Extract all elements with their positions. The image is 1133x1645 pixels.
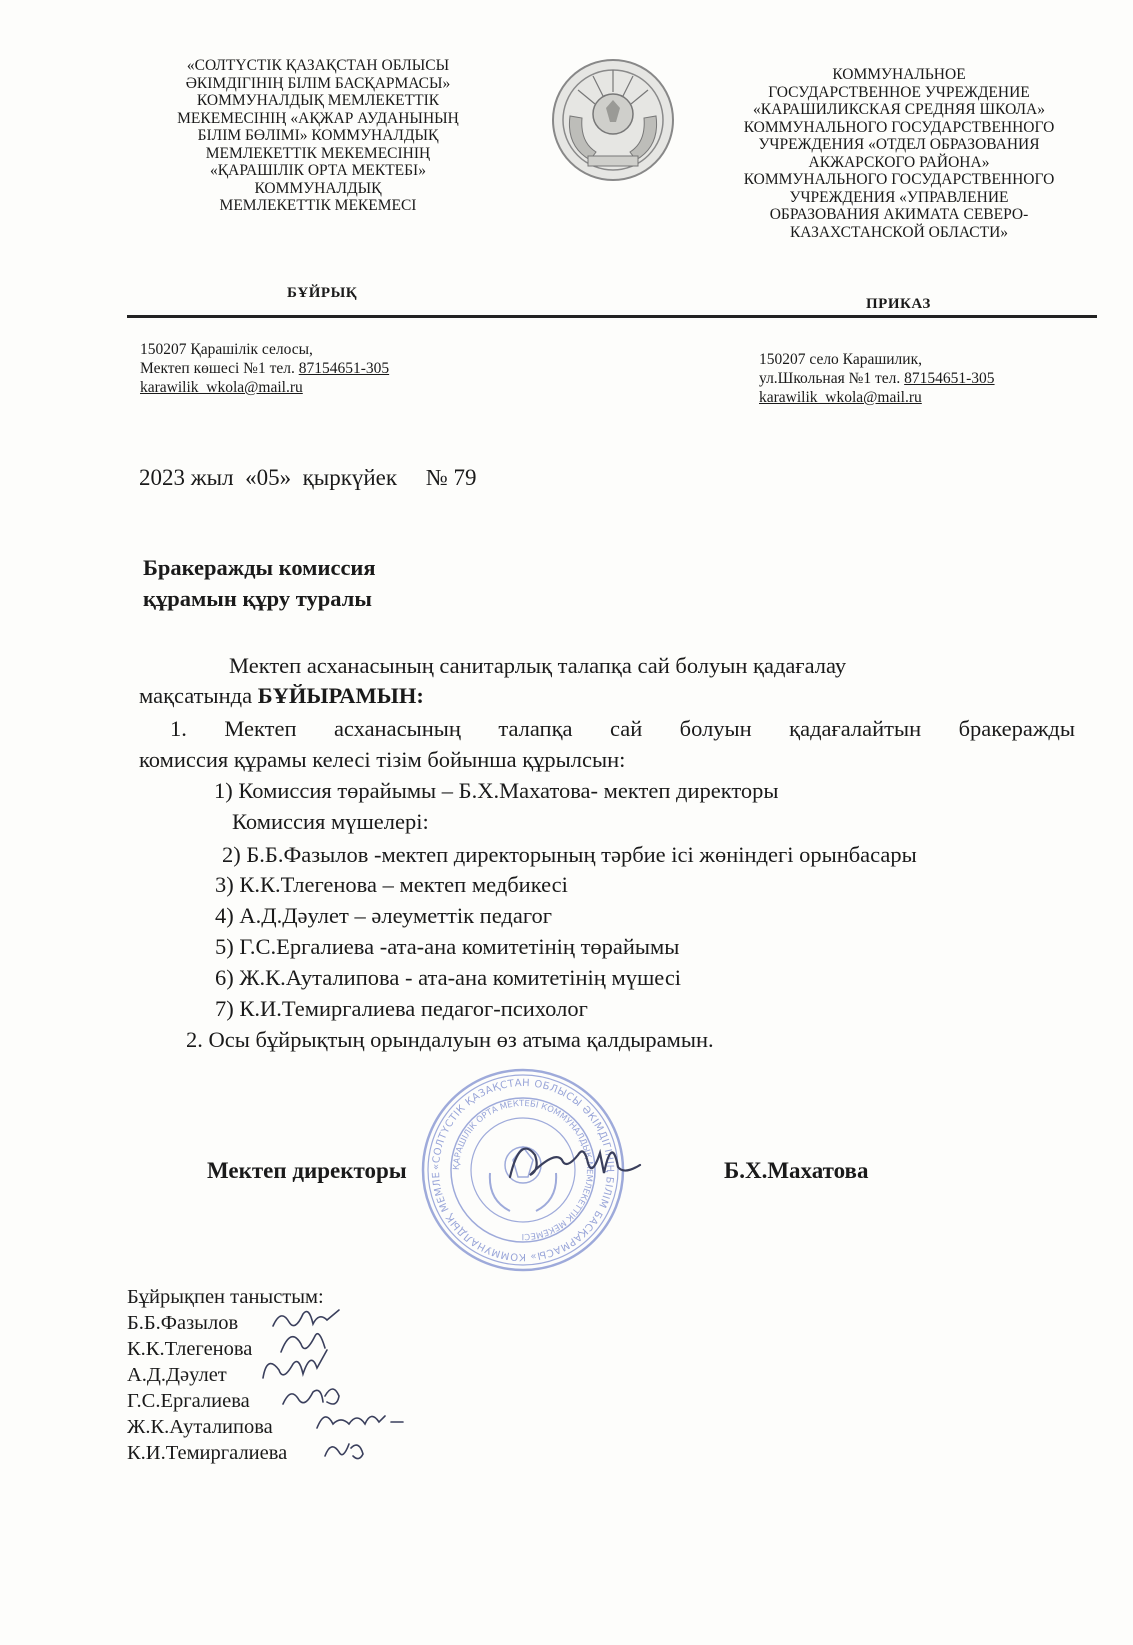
signature-icon bbox=[311, 1402, 411, 1438]
address-kz-line2 bbox=[140, 359, 389, 378]
intro-line1: Мектеп асханасының санитарлық талапқа сай болуын қадағалау bbox=[229, 653, 847, 678]
signatory-name: Б.Х.Махатова bbox=[724, 1158, 869, 1183]
header-ru-line: УЧРЕЖДЕНИЯ «УПРАВЛЕНИЕ bbox=[789, 188, 1009, 206]
acknowledgment-name: Ж.К.Ауталипова bbox=[127, 1416, 273, 1438]
item1-line2: комиссия құрамы келесі тізім бойынша құрылсын: bbox=[139, 747, 626, 772]
acknowledgment-name: А.Д.Дәулет bbox=[127, 1364, 227, 1386]
address-kz-line1: 150207 Қарашілік селосы, bbox=[140, 341, 313, 358]
acknowledgment-name: Б.Б.Фазылов bbox=[127, 1312, 239, 1334]
header-ru-line: КОММУНАЛЬНОЕ bbox=[832, 66, 966, 83]
acknowledgment-name: Г.С.Ергалиева bbox=[127, 1390, 250, 1412]
header-kz-line: «СОЛТҮСТІК ҚАЗАҚСТАН ОБЛЫСЫ bbox=[186, 57, 450, 74]
order-date-number: 2023 жыл «05» қыркүйек № 79 bbox=[139, 465, 477, 490]
header-ru-line: ОБРАЗОВАНИЯ АКИМАТА СЕВЕРО- bbox=[769, 206, 1029, 223]
header-ru-line: КОММУНАЛЬНОГО ГОСУДАРСТВЕННОГО bbox=[743, 118, 1055, 136]
item1-line1: 1. Мектеп асханасының талапқа сай болуын қадағалайтын бракеражды bbox=[170, 716, 1075, 741]
order-directive: БҰЙЫРАМЫН: bbox=[257, 683, 424, 708]
address-ru-line1: 150207 село Карашилик, bbox=[759, 351, 922, 368]
header-ru-line: «КАРАШИЛИКСКАЯ СРЕДНЯЯ ШКОЛА» bbox=[753, 101, 1045, 118]
member-item: 7) К.И.Темиргалиева педагог-психолог bbox=[215, 996, 588, 1021]
header-kz-line: МЕМЛЕКЕТТІК МЕКЕМЕСІНІҢ bbox=[205, 144, 431, 162]
acknowledgment-row bbox=[127, 1440, 324, 1466]
address-kz bbox=[140, 340, 389, 397]
header-kz-line: ӘКІМДІГІНІҢ БІЛІМ БАСҚАРМАСЫ» bbox=[185, 74, 451, 92]
email-kz: karawilik_wkola@mail.ru bbox=[140, 379, 303, 396]
member-item: 5) Г.С.Ергалиева -ата-ана комитетінің төрайымы bbox=[215, 934, 680, 959]
email-ru: karawilik_wkola@mail.ru bbox=[759, 389, 922, 406]
member-item: 3) К.К.Тлегенова – мектеп медбикесі bbox=[215, 872, 568, 897]
address-ru bbox=[759, 350, 995, 407]
address-kz-street: Мектеп көшесі №1 тел. bbox=[140, 360, 299, 377]
header-ru-line: ГОСУДАРСТВЕННОЕ УЧРЕЖДЕНИЕ bbox=[768, 83, 1030, 101]
member-item: 6) Ж.К.Ауталипова - ата-ана комитетінің мүшесі bbox=[215, 965, 682, 990]
header-ru-line: УЧРЕЖДЕНИЯ «ОТДЕЛ ОБРАЗОВАНИЯ bbox=[758, 136, 1040, 153]
header-ru-line: АКЖАРСКОГО РАЙОНА» bbox=[808, 153, 990, 171]
members-label: Комиссия мүшелері: bbox=[232, 809, 429, 834]
member-item: 2) Б.Б.Фазылов -мектеп директорының тәрбие ісі жөніндегі орынбасары bbox=[222, 842, 917, 867]
doc-type-kz: БҰЙРЫҚ bbox=[287, 285, 358, 301]
header-ru-block bbox=[705, 66, 1093, 241]
acknowledgment-label: Бұйрықпен таныстым: bbox=[127, 1286, 324, 1308]
header-kz-line: «ҚАРАШІЛІК ОРТА МЕКТЕБІ» bbox=[210, 162, 426, 179]
director-signature-icon bbox=[500, 1115, 650, 1195]
state-emblem-icon bbox=[548, 56, 678, 184]
acknowledgment-name: К.К.Тлегенова bbox=[127, 1338, 253, 1360]
signatory-role: Мектеп директоры bbox=[207, 1158, 407, 1183]
header-divider bbox=[127, 315, 1097, 318]
phone-ru: 87154651-305 bbox=[904, 370, 995, 387]
header-kz-block bbox=[150, 57, 486, 215]
order-title bbox=[143, 552, 376, 614]
header-kz-line: МЕМЛЕКЕТТІК МЕКЕМЕСІ bbox=[219, 197, 417, 214]
order-title-line1: Бракеражды комиссия bbox=[143, 555, 376, 580]
signature-icon bbox=[319, 1434, 379, 1466]
order-title-line2: құрамын құру туралы bbox=[143, 586, 372, 611]
member-item: 4) А.Д.Дәулет – әлеуметтік педагог bbox=[215, 903, 552, 928]
acknowledgment-name: К.И.Темиргалиева bbox=[127, 1442, 288, 1464]
intro-line2 bbox=[139, 680, 424, 711]
header-ru-line: КАЗАХСТАНСКОЙ ОБЛАСТИ» bbox=[789, 223, 1009, 241]
acknowledgment-row bbox=[127, 1388, 324, 1414]
address-ru-street: ул.Школьная №1 тел. bbox=[759, 370, 905, 387]
phone-kz: 87154651-305 bbox=[298, 360, 390, 377]
header-kz-line: КОММУНАЛДЫҚ bbox=[254, 179, 382, 197]
intro-text: мақсатында bbox=[139, 683, 258, 708]
acknowledgment-block bbox=[127, 1284, 324, 1466]
stamp-outer-text: «СОЛТҮСТІК ҚАЗАҚСТАН ОБЛЫСЫ ӘКІМДІГІНІҢ БІЛІМ БАСҚАРМАСЫ» КОММУНАЛДЫҚ МЕМЛЕКЕТТІК МЕКЕМЕСІ bbox=[413, 1057, 616, 1263]
header-kz-line: КОММУНАЛДЫҚ МЕМЛЕКЕТТІК bbox=[196, 92, 440, 109]
doc-type-ru: ПРИКАЗ bbox=[866, 296, 931, 312]
stamp-inner-text: ҚАРАШІЛІК ОРТА МЕКТЕБІ КОММУНАЛДЫҚ МЕМЛЕКЕТТІК МЕКЕМЕСІ bbox=[451, 1098, 595, 1242]
commission-chair: 1) Комиссия төрайымы – Б.Х.Махатова- мектеп директоры bbox=[214, 778, 779, 803]
header-ru-line: КОММУНАЛЬНОГО ГОСУДАРСТВЕННОГО bbox=[743, 171, 1055, 188]
address-ru-line2 bbox=[759, 369, 995, 388]
header-kz-line: МЕКЕМЕСІНІҢ «АҚЖАР АУДАНЫНЫҢ bbox=[177, 109, 459, 127]
item2: 2. Осы бұйрықтың орындалуын өз атыма қалдырамын. bbox=[186, 1027, 714, 1052]
header-kz-line: БІЛІМ БӨЛІМІ» КОММУНАЛДЫҚ bbox=[197, 127, 439, 144]
acknowledgment-row bbox=[127, 1414, 324, 1440]
